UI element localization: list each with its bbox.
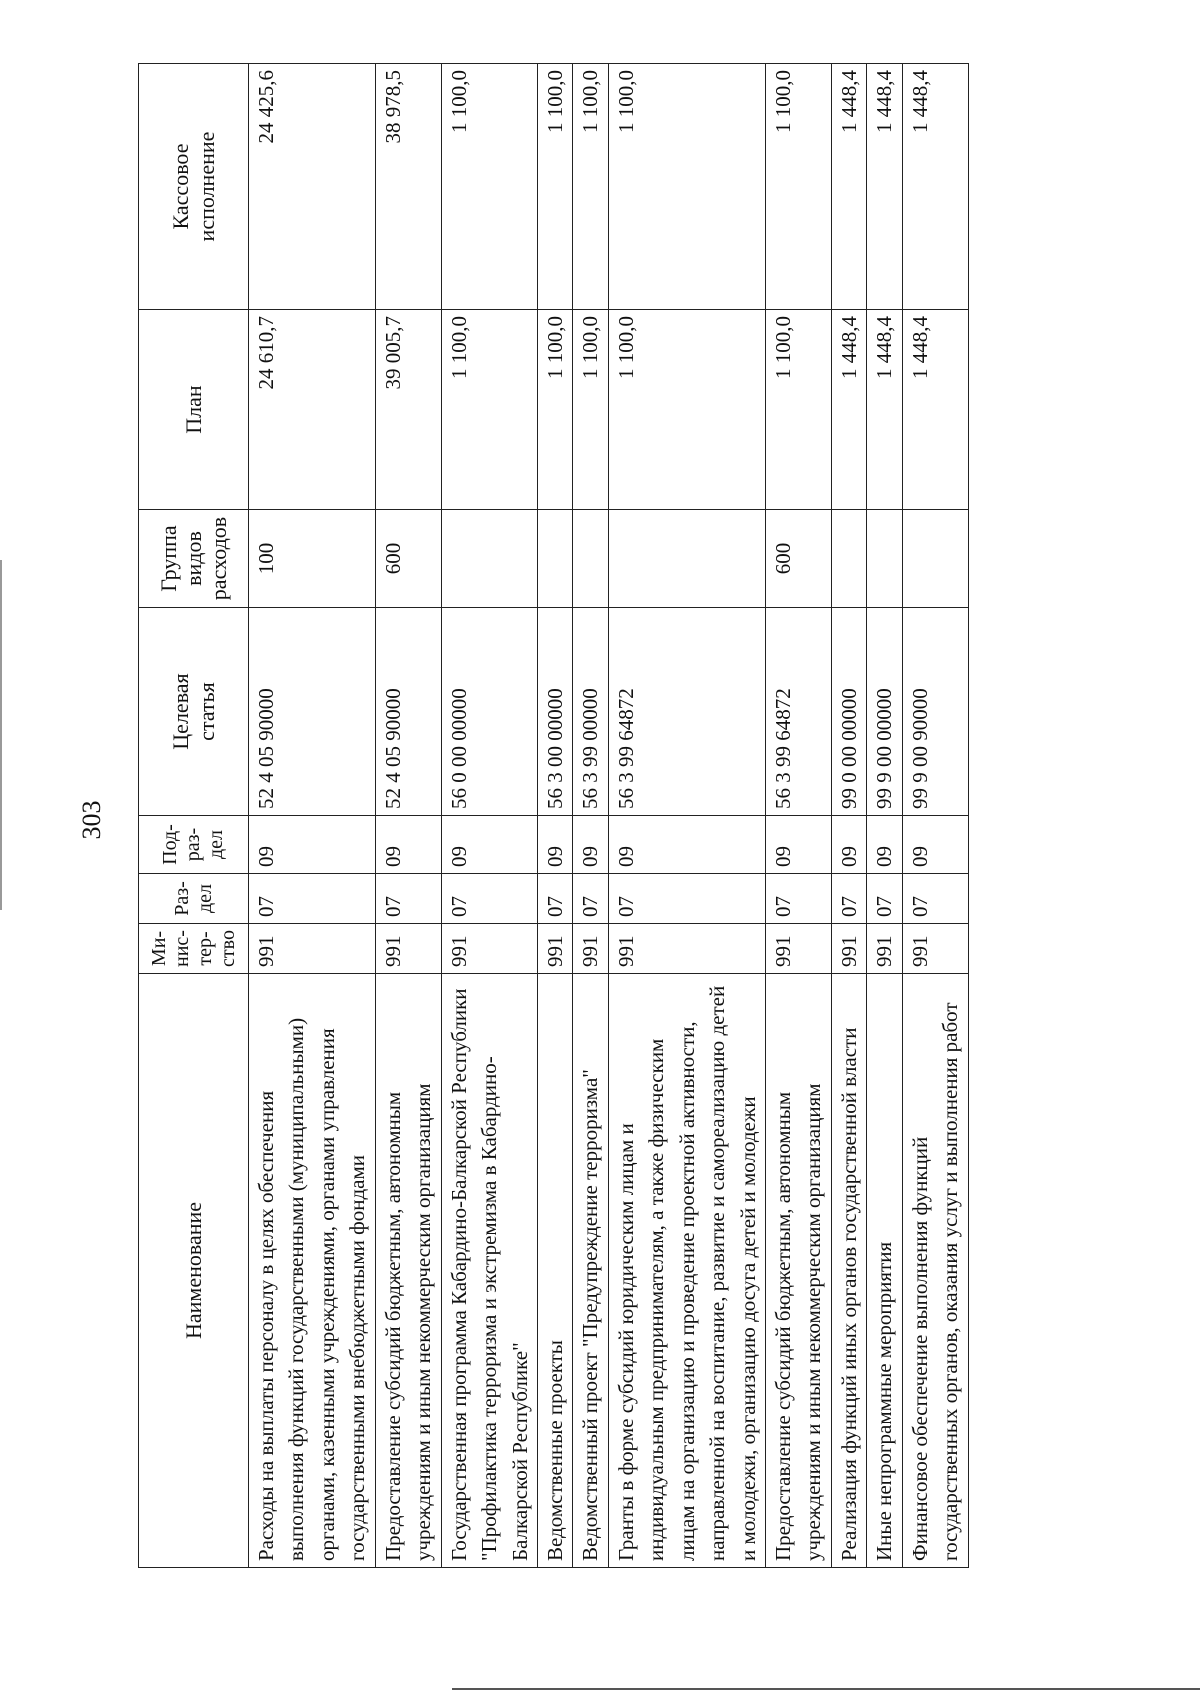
header-section: Раз- дел — [139, 874, 249, 924]
cell-section: 07 — [537, 874, 572, 924]
cell-subsection: 09 — [375, 816, 441, 874]
cell-ministry: 991 — [249, 924, 376, 974]
cell-ministry: 991 — [375, 924, 441, 974]
cell-group — [441, 510, 537, 608]
cell-subsection: 09 — [902, 816, 968, 874]
cell-plan: 1 100,0 — [441, 310, 537, 510]
cell-cash: 1 448,4 — [867, 64, 902, 310]
cell-subsection: 09 — [608, 816, 765, 874]
cell-subsection: 09 — [831, 816, 866, 874]
cell-group — [867, 510, 902, 608]
cell-cash: 38 978,5 — [375, 64, 441, 310]
cell-section: 07 — [902, 874, 968, 924]
cell-plan: 1 448,4 — [902, 310, 968, 510]
cell-subsection: 09 — [867, 816, 902, 874]
cell-target: 56 3 99 64872 — [608, 608, 765, 816]
cell-plan: 1 100,0 — [573, 310, 608, 510]
cell-plan: 1 100,0 — [766, 310, 832, 510]
cell-cash: 1 100,0 — [537, 64, 572, 310]
cell-cash: 1 100,0 — [441, 64, 537, 310]
cell-plan: 1 448,4 — [867, 310, 902, 510]
cell-target: 52 4 05 90000 — [375, 608, 441, 816]
cell-group: 100 — [249, 510, 376, 608]
header-plan: План — [139, 310, 249, 510]
page-number: 303 — [77, 800, 106, 840]
cell-section: 07 — [608, 874, 765, 924]
cell-target: 56 3 99 64872 — [766, 608, 832, 816]
cell-name: Ведомственные проекты — [537, 974, 572, 1568]
cell-cash: 1 100,0 — [573, 64, 608, 310]
cell-group: 600 — [375, 510, 441, 608]
scan-edge — [0, 560, 2, 910]
cell-plan: 1 448,4 — [831, 310, 866, 510]
cell-name: Государственная программа Кабардино-Балкарской Республики "Профилактика терроризма и экстремизма в Кабардино-Балкарской Республике" — [441, 974, 537, 1568]
cell-section: 07 — [441, 874, 537, 924]
cell-ministry: 991 — [902, 924, 968, 974]
header-ministry: Ми- нис- тер- ство — [139, 924, 249, 974]
table-row — [249, 64, 376, 1568]
cell-name: Предоставление субсидий бюджетным, автономным учреждениям и иным некоммерческим организациям — [375, 974, 441, 1568]
header-name: Наименование — [139, 974, 249, 1568]
table-row — [608, 64, 765, 1568]
cell-group — [902, 510, 968, 608]
cell-ministry: 991 — [608, 924, 765, 974]
cell-name: Реализация функций иных органов государственной власти — [831, 974, 866, 1568]
cell-group — [537, 510, 572, 608]
header-target: Целевая статья — [139, 608, 249, 816]
table-header-row — [139, 64, 249, 1568]
cell-target: 99 9 00 00000 — [867, 608, 902, 816]
cell-cash: 1 100,0 — [766, 64, 832, 310]
table-body — [249, 64, 969, 1568]
budget-table-wrapper — [138, 64, 1050, 1568]
cell-section: 07 — [375, 874, 441, 924]
cell-name: Расходы на выплаты персоналу в целях обеспечения выполнения функций государственными (муниципальными) органами, казенными учреждениями, органами управления государственными внебюджетными фондами — [249, 974, 376, 1568]
cell-ministry: 991 — [831, 924, 866, 974]
cell-subsection: 09 — [573, 816, 608, 874]
cell-subsection: 09 — [441, 816, 537, 874]
cell-cash: 1 448,4 — [902, 64, 968, 310]
cell-ministry: 991 — [573, 924, 608, 974]
table-row — [867, 64, 902, 1568]
cell-ministry: 991 — [867, 924, 902, 974]
cell-name: Финансовое обеспечение выполнения функций государственных органов, оказания услуг и выполнения работ — [902, 974, 968, 1568]
cell-plan: 1 100,0 — [537, 310, 572, 510]
table-row — [766, 64, 832, 1568]
cell-name: Гранты в форме субсидий юридическим лицам и индивидуальным предпринимателям, а также физическим лицам на организацию и проведение проектной активности, направленной на воспитание, развитие и самореализацию детей и молодежи, организацию досуга детей и молодежи — [608, 974, 765, 1568]
table-row — [831, 64, 866, 1568]
cell-target: 56 3 99 00000 — [573, 608, 608, 816]
cell-section: 07 — [573, 874, 608, 924]
cell-target: 99 0 00 00000 — [831, 608, 866, 816]
cell-ministry: 991 — [537, 924, 572, 974]
cell-subsection: 09 — [249, 816, 376, 874]
cell-target: 56 0 00 00000 — [441, 608, 537, 816]
cell-section: 07 — [249, 874, 376, 924]
table-row — [441, 64, 537, 1568]
cell-plan: 24 610,7 — [249, 310, 376, 510]
cell-subsection: 09 — [766, 816, 832, 874]
cell-ministry: 991 — [441, 924, 537, 974]
cell-target: 52 4 05 90000 — [249, 608, 376, 816]
scan-artifact-line — [452, 1688, 1200, 1690]
cell-name: Предоставление субсидий бюджетным, автономным учреждениям и иным некоммерческим организациям — [766, 974, 832, 1568]
cell-plan: 39 005,7 — [375, 310, 441, 510]
header-group: Группа видов расходов — [139, 510, 249, 608]
header-cash: Кассовое исполнение — [139, 64, 249, 310]
cell-subsection: 09 — [537, 816, 572, 874]
cell-name: Ведомственный проект "Предупреждение терроризма" — [573, 974, 608, 1568]
cell-cash: 1 448,4 — [831, 64, 866, 310]
cell-cash: 1 100,0 — [608, 64, 765, 310]
cell-ministry: 991 — [766, 924, 832, 974]
cell-group — [608, 510, 765, 608]
table-row — [537, 64, 572, 1568]
cell-cash: 24 425,6 — [249, 64, 376, 310]
cell-group — [573, 510, 608, 608]
cell-section: 07 — [766, 874, 832, 924]
table-row — [573, 64, 608, 1568]
cell-group — [831, 510, 866, 608]
header-subsection: Под- раз- дел — [139, 816, 249, 874]
table-row — [902, 64, 968, 1568]
cell-name: Иные непрограммные мероприятия — [867, 974, 902, 1568]
table-row — [375, 64, 441, 1568]
budget-table — [138, 63, 969, 1568]
cell-plan: 1 100,0 — [608, 310, 765, 510]
cell-target: 99 9 00 90000 — [902, 608, 968, 816]
cell-group: 600 — [766, 510, 832, 608]
cell-section: 07 — [867, 874, 902, 924]
cell-section: 07 — [831, 874, 866, 924]
cell-target: 56 3 00 00000 — [537, 608, 572, 816]
